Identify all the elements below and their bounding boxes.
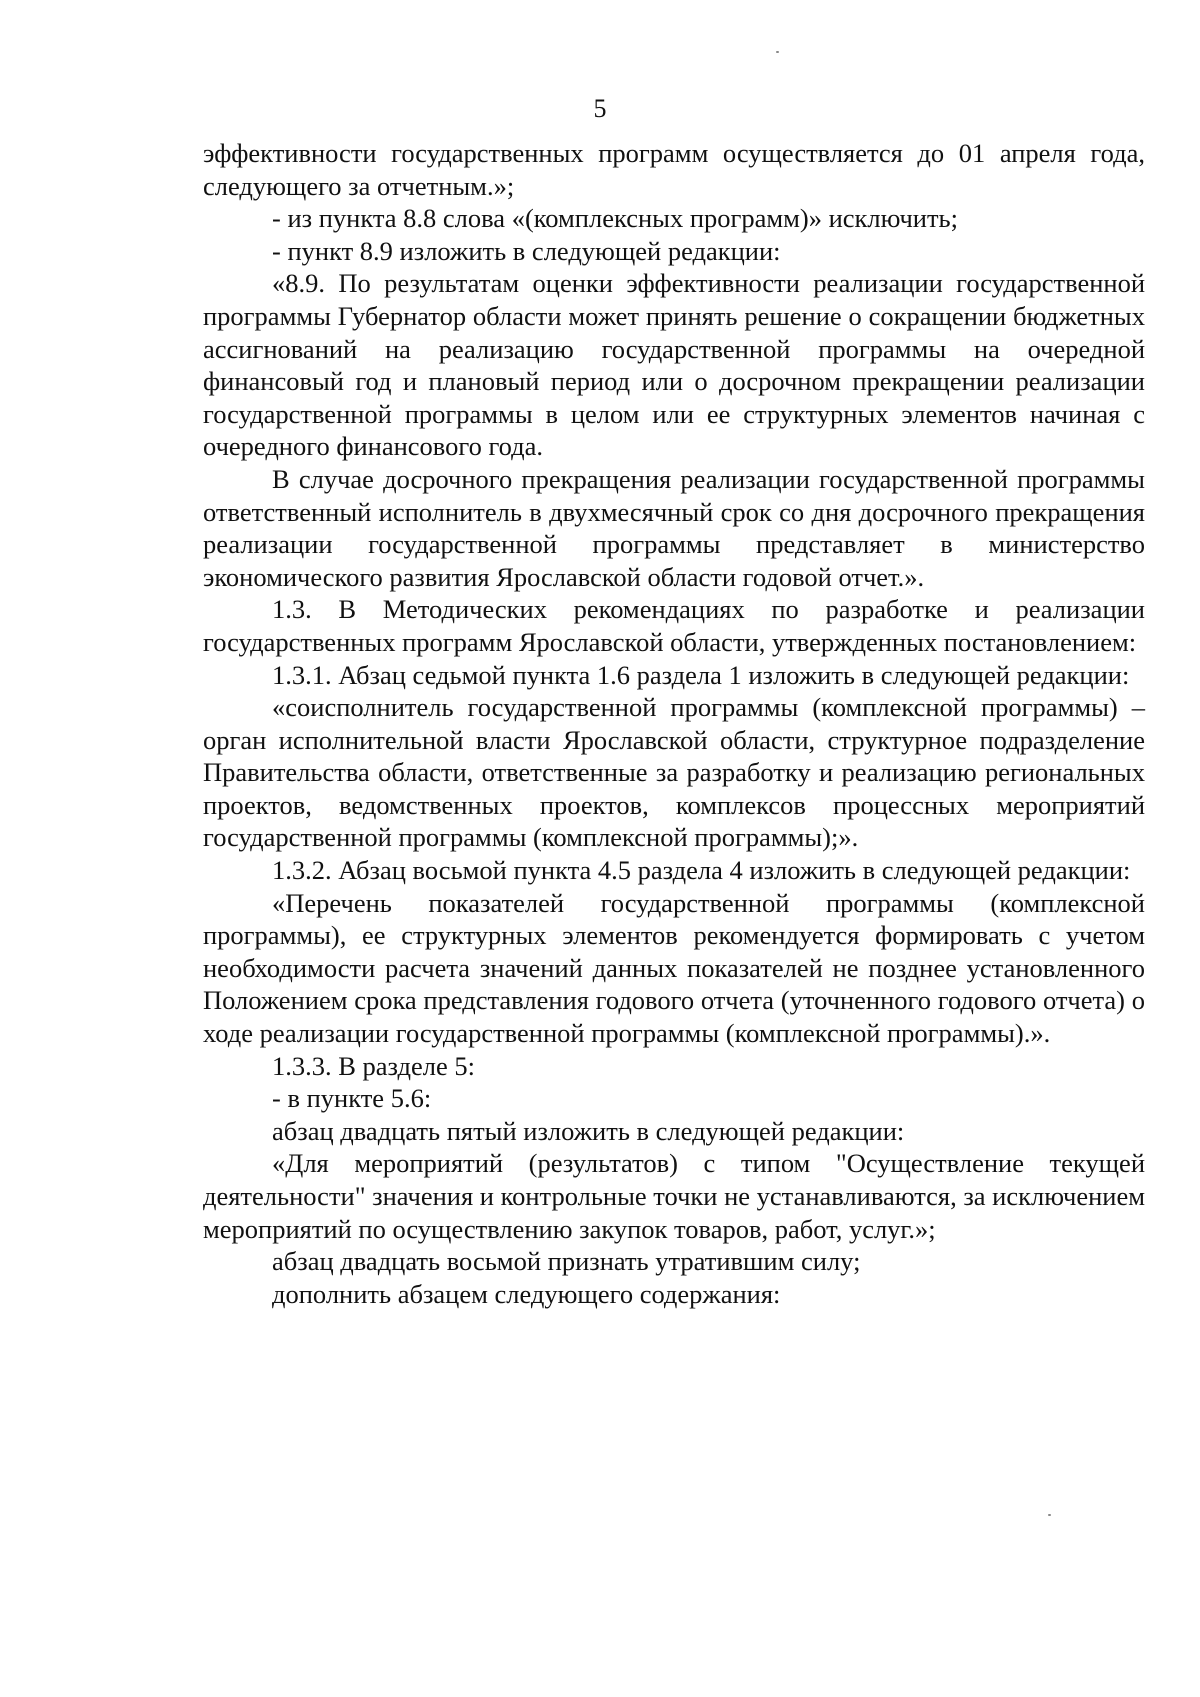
paragraph: абзац двадцать восьмой признать утратившим силу; bbox=[272, 1246, 861, 1277]
scan-speck bbox=[1048, 1514, 1051, 1516]
paragraph: «8.9. По результатам оценки эффективности реализации государственной программы Губернатор области может принять решение о сокращении бюджетных ассигнований на реализацию государственной программы на очередной финансовый год и плановый период или о досрочном прекращении реализации государственной программы в целом или ее структурных элементов начиная с очередного финансового года. bbox=[203, 268, 1145, 462]
paragraph: 1.3.1. Абзац седьмой пункта 1.6 раздела 1 изложить в следующей редакции: bbox=[272, 659, 1130, 690]
page-number: 5 bbox=[593, 94, 607, 123]
paragraph: эффективности государственных программ осуществляется до 01 апреля года, следующего за отчетным.»; bbox=[203, 138, 1145, 201]
scan-speck bbox=[776, 51, 779, 53]
paragraph: - в пункте 5.6: bbox=[272, 1083, 432, 1114]
document-body bbox=[203, 137, 1145, 1310]
paragraph: «соисполнитель государственной программы (комплексной программы) – орган исполнительной власти Ярославской области, структурное подразделение Правительства области, ответственные за разработку и реализацию региональных проектов, ведомственных проектов, комплексов процессных мероприятий государственной программы (комплексной программы);». bbox=[203, 692, 1145, 853]
paragraph: абзац двадцать пятый изложить в следующей редакции: bbox=[272, 1115, 905, 1146]
paragraph: 1.3. В Методических рекомендациях по разработке и реализации государственных программ Ярославской области, утвержденных постановлением: bbox=[203, 594, 1145, 657]
paragraph: 1.3.2. Абзац восьмой пункта 4.5 раздела 4 изложить в следующей редакции: bbox=[272, 855, 1131, 886]
paragraph: 1.3.3. В разделе 5: bbox=[272, 1050, 476, 1081]
paragraph: - из пункта 8.8 слова «(комплексных программ)» исключить; bbox=[272, 203, 958, 234]
paragraph: «Для мероприятий (результатов) с типом "Осуществление текущей деятельности" значения и контрольные точки не устанавливаются, за исключением мероприятий по осуществлению закупок товаров, работ, услуг.»; bbox=[203, 1148, 1145, 1244]
paragraph: «Перечень показателей государственной программы (комплексной программы), ее структурных элементов рекомендуется формировать с учетом необходимости расчета значений данных показателей не позднее установленного Положением срока представления годового отчета (уточненного годового отчета) о ходе реализации государственной программы (комплексной программы).». bbox=[203, 887, 1145, 1049]
paragraph: - пункт 8.9 изложить в следующей редакции: bbox=[272, 235, 781, 266]
paragraph: дополнить абзацем следующего содержания: bbox=[272, 1278, 781, 1309]
paragraph: В случае досрочного прекращения реализации государственной программы ответственный исполнитель в двухмесячный срок со дня досрочного прекращения реализации государственной программы представляет в министерство экономического развития Ярославской области годовой отчет.». bbox=[203, 463, 1145, 592]
